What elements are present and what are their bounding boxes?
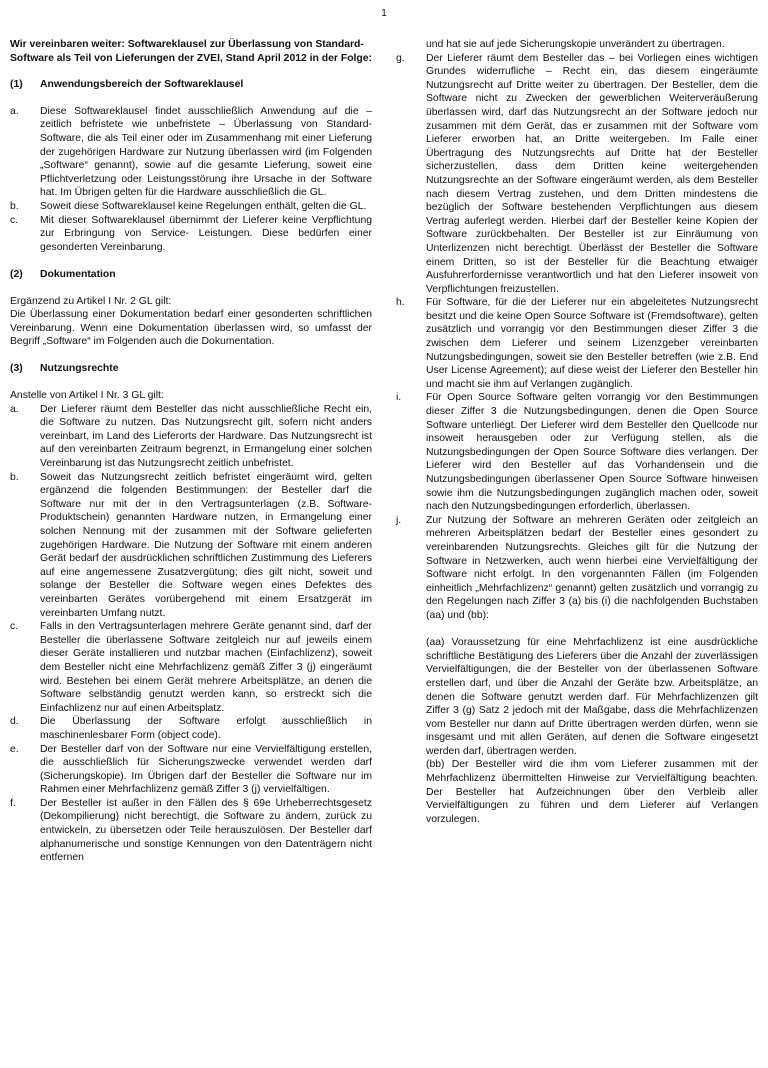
item-text: Der Lieferer räumt dem Besteller das nicht ausschließliche Recht ein, die Software zu nutzen. Das Nutzungsrecht gilt, sofern nicht anders vereinbart, im Land des Lieferorts der Hardware. Das Nutzungsrecht ist auf den vereinbarten Zeitraum begrenzt, in Ermangelung einer solchen Vereinbarung ist das Nutzungsrecht zeitlich unbefristet.: [40, 403, 372, 470]
list-item: [10, 471, 372, 621]
section-heading-3: [10, 362, 372, 376]
item-label: j.: [396, 514, 402, 526]
item-text: Diese Softwareklausel findet ausschließlich Anwendung auf die – zeitlich befristete wie unbefristete – Überlassung von Standard-Software, die als Teil einer oder im Zusammenhang mit einer Lieferung der zugehörigen Hardware zur Nutzung überlassen wird (im Folgenden „Software“ genannt), sowie auf die gesamte Lieferung, soweit eine Pflichtverletzung oder Leistungsstörung ihre Ursache in der Software hat. Im Übrigen gelten für die Hardware ausschließlich die GL.: [40, 105, 372, 199]
list-item: [396, 514, 758, 623]
item-label: c.: [10, 621, 19, 633]
continuation-text: und hat sie auf jede Sicherungskopie unverändert zu übertragen.: [426, 39, 725, 50]
section-title: Anwendungsbereich der Softwareklausel: [40, 79, 244, 91]
item-label: a.: [10, 105, 19, 117]
item-label: a.: [10, 403, 19, 415]
item-text: Zur Nutzung der Software an mehreren Geräten oder zeitgleich an mehreren Arbeitsplätzen bedarf der Besteller eines gesondert zu vereinbarenden Nutzungsrechts. Gleiches gilt für die Nutzung der Software in Netzwerken, auch wenn hierbei eine Vervielfältigung der Software nicht erfolgt. In den vorgenannten Fällen (im Folgenden einheitlich „Mehrfachlizenz“ genannt) gelten zusätzlich und vorrangig zu den Regelungen nach Ziffer 3 (a) bis (i) die nachfolgenden Buchstaben (aa) und (bb):: [426, 514, 758, 621]
section-title: Dokumentation: [40, 268, 116, 280]
item-text: Für Open Source Software gelten vorrangig vor den Bestimmungen dieser Ziffer 3 die Nutzungsbedingungen, denen die Open Source Software unterliegt. Der Lieferer wird dem Besteller den Quellcode nur insoweit herausgeben oder zur Verfügung stellen, als die Nutzungsbedingungen der Open Source Software dies verlangen. Der Lieferer wird den Besteller auf das Vorhandensein und die Nutzungsbedingungen überlassener Open Source Software hinweisen sowie ihm die Nutzungsbedingungen zugänglich machen oder, soweit nach den Nutzungsbedingungen erforderlich, überlassen.: [426, 392, 758, 513]
list-item: [10, 105, 372, 200]
section-heading-2: [10, 268, 372, 282]
item-text: Der Besteller darf von der Software nur eine Vervielfältigung erstellen, die ausschließlich für Sicherungszwecke verwendet werden darf (Sicherungskopie). Im Übrigen darf der Besteller die Software nur im Rahmen einer Mehrfachlizenz gemäß Ziffer 3 (j) vervielfältigen.: [40, 743, 372, 796]
item-text: Die Überlassung der Software erfolgt ausschließlich in maschinenlesbarer Form (object code).: [40, 716, 372, 741]
item-text: Für Software, für die der Lieferer nur ein abgeleitetes Nutzungsrecht besitzt und die keine Open Source Software ist (Fremdsoftware), gelten zusätzlich und vorrangig vor den Bestimmungen dieser Ziffer 3 die zwischen dem Lieferer und seinem Lizenzgeber vereinbarten Nutzungsbedingungen, soweit sie den Besteller betreffen (wie z.B. End User License Agreement); auf diese weist der Lieferer den Besteller hin und macht sie ihm auf Verlangen zugänglich.: [426, 297, 758, 390]
item-text: Soweit diese Softwareklausel keine Regelungen enthält, gelten die GL.: [40, 200, 367, 212]
item-label: b.: [10, 471, 19, 483]
page-number: 1: [381, 8, 387, 19]
right-column: [396, 38, 758, 826]
section-preamble: Ergänzend zu Artikel I Nr. 2 GL gilt:: [10, 295, 172, 307]
list-item: [396, 52, 758, 297]
list-item: [10, 403, 372, 471]
list-item: [10, 200, 372, 214]
subclause-bb: (bb) Der Besteller wird die ihm vom Lieferer zusammen mit der Mehrfachlizenz übermittelten Hinweise zur Vervielfältigung beachten. Der Besteller hat Aufzeichnungen über den Verbleib aller Vervielfältigungen zu führen und dem Lieferer auf Verlangen vorzulegen.: [426, 759, 758, 825]
item-label: e.: [10, 743, 19, 755]
section-number: (1): [10, 79, 23, 91]
item-text: Soweit das Nutzungsrecht zeitlich befristet eingeräumt wird, gelten ergänzend die folgenden Bestimmungen: der Besteller darf die Software nur mit der in den Vertragsunterlagen (z.B. Software-Produktschein) genannten Hardware nutzen, in Ermangelung einer solchen Nennung mit der zusammen mit der Software gelieferten zugehörigen Hardware. Die Nutzung der Software mit einem anderen Gerät bedarf der ausdrücklichen schriftlichen Zustimmung des Lieferers auf eine angemessene Zusatzvergütung; dies gilt nicht, soweit und solange der Besteller die Software wegen eines Defektes des vereinbarten Gerätes vorübergehend mit einem Ersatzgerät im vereinbarten Umfang nutzt.: [40, 471, 372, 619]
list-item: [10, 620, 372, 715]
item-text: Mit dieser Softwareklausel übernimmt der Lieferer keine Verpflichtung zur Erbringung von Service- Leistungen. Diese bedürfen einer gesonderten Vereinbarung.: [40, 214, 372, 253]
item-text: Der Besteller ist außer in den Fällen des § 69e Urheberrechtsgesetz (Dekompilierung) nicht berechtigt, die Software zu ändern, zurück zu entwickeln, zu übersetzen oder Teile herauszulösen. Der Besteller darf alphanumerische und sonstige Kennungen von den Datenträgern nicht entfernen: [40, 797, 372, 864]
list-item: [10, 214, 372, 255]
item-label: c.: [10, 214, 19, 226]
item-label: f.: [10, 797, 16, 809]
section-heading-1: [10, 78, 372, 92]
subclause-aa: (aa) Voraussetzung für eine Mehrfachlizenz ist eine ausdrückliche schriftliche Bestätigung des Lieferers über die Anzahl der zuverlässigen Vervielfältigungen, die der Besteller von der überlassenen Software erstellen darf, und über die Anzahl der Geräte bzw. Arbeitsplätze, an denen die Software genutzt werden darf. Für Mehrfachlizenzen gilt Ziffer 3 (g) Satz 2 jedoch mit der Maßgabe, dass die Mehrfachlizenzen vom Besteller nur dann auf Dritte übertragen werden dürfen, wenn sie insgesamt und mit allen Geräten, auf denen die Software eingesetzt werden darf, übertragen werden.: [426, 637, 758, 757]
list-item: [396, 296, 758, 391]
list-item: [10, 797, 372, 865]
left-column: [10, 38, 372, 865]
item-label: d.: [10, 716, 19, 728]
item-label: b.: [10, 200, 19, 212]
list-item: [396, 391, 758, 513]
list-item: [10, 715, 372, 742]
item-label: i.: [396, 392, 402, 404]
intro-heading: Wir vereinbaren weiter: Softwareklausel zur Überlassung von Standard-Software als Teil von Lieferungen der ZVEI, Stand April 2012 in der Folge:: [10, 39, 373, 64]
section-title: Nutzungsrechte: [40, 363, 119, 375]
list-item: [10, 743, 372, 797]
item-text: Falls in den Vertragsunterlagen mehrere Geräte genannt sind, darf der Besteller die überlassene Software zeitgleich nur auf jeweils einem dieser Geräte installieren und nutzbar machen (Einfachlizenz), soweit dem Besteller nicht eine Mehrfachlizenz gemäß Ziffer 3 (j) eingeräumt wird. Bestehen bei einem Gerät mehrere Arbeitsplätze, an denen die Software selbständig genutzt werden kann, so erstreckt sich die Einfachlizenz nur auf einen Arbeitsplatz.: [40, 621, 372, 714]
section-number: (2): [10, 268, 23, 280]
item-label: h.: [396, 297, 405, 309]
section-number: (3): [10, 363, 23, 375]
item-label: g.: [396, 52, 405, 64]
section-paragraph: Die Überlassung einer Dokumentation bedarf einer gesonderten schriftlichen Vereinbarung. Wenn eine Dokumentation überlassen wird, so umfasst der Begriff „Software“ im Folgenden auch die Dokumentation.: [10, 309, 372, 348]
section-preamble: Anstelle von Artikel I Nr. 3 GL gilt:: [10, 390, 164, 402]
item-text: Der Lieferer räumt dem Besteller das – bei Vorliegen eines wichtigen Grundes widerrufliche – Recht ein, das diesem eingeräumte Nutzungsrecht auf Dritte weiter zu übertragen. Der Besteller, dem die Software nicht zu Zwecken der gewerblichen Weiterveräußerung überlassen wird, darf das Nutzungsrecht an der Software jedoch nur zusammen mit dem Gerät, das er zusammen mit der Software vom Lieferer erworben hat, an Dritte weitergeben. Im Falle einer Übertragung des Nutzungsrechts auf Dritte hat der Besteller sicherzustellen, dass dem Dritten keine weitergehenden Nutzungsrechte an der Software eingeräumt werden, als dem Besteller nach diesem Vertrag zustehen, und dem Dritten mindestens die bezüglich der Software bestehenden Verpflichtungen aus diesem Vertrag auferlegt werden. Hierbei darf der Besteller keine Kopien der Software zurückbehalten. Der Besteller ist zur Einräumung von Unterlizenzen nicht berechtigt. Überlässt der Besteller die Software einem Dritten, so ist der Besteller für die Beachtung etwaiger Ausfuhrerfordernisse verantwortlich und hat den Lieferer insoweit von Verpflichtungen freizustellen.: [426, 52, 758, 295]
